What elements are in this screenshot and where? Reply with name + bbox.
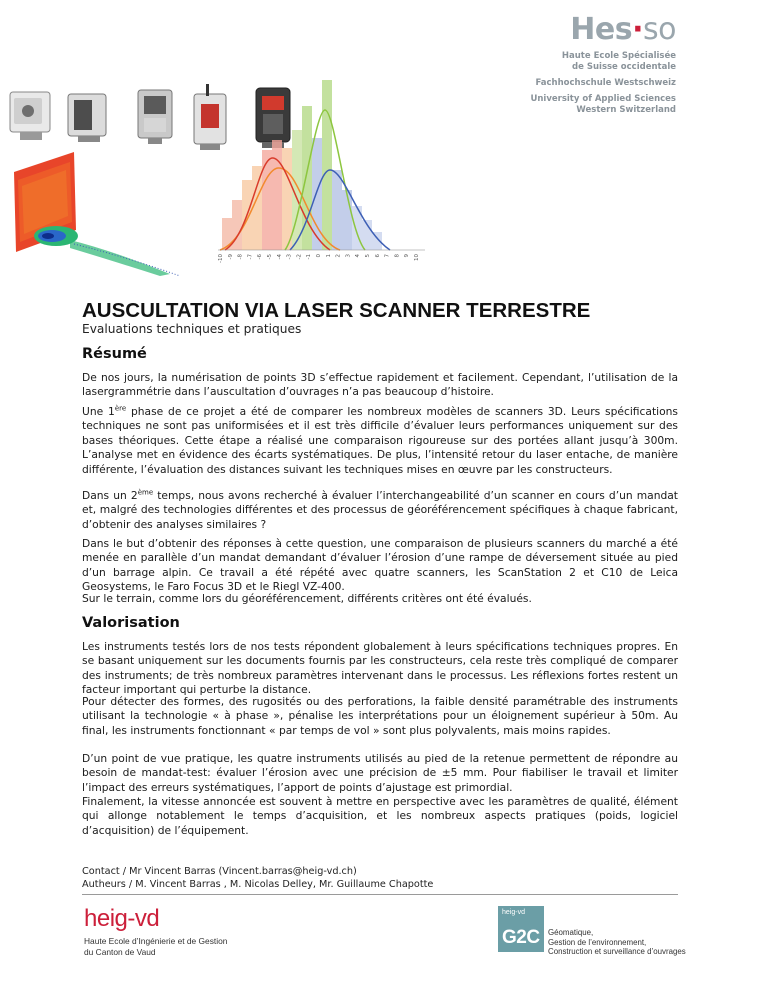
g2c-logo-mark: G2C <box>502 927 540 948</box>
scanner-2-image <box>68 94 106 142</box>
hes-line-de: Fachhochschule Westschweiz <box>535 78 676 88</box>
resume-p2-text-a: Une 1 <box>82 405 115 418</box>
resume-heading: Résumé <box>82 346 147 362</box>
resume-p2-superscript: ère <box>114 404 127 413</box>
scanner-1-image <box>10 92 50 140</box>
g2c-line-3: Construction et surveillance d’ouvrages <box>548 947 686 956</box>
axis-tick-label: 8 <box>394 254 401 258</box>
valorisation-paragraph-1: Les instruments testés lors de nos tests répondent globalement à leurs spécifications techniques propres. En se basant uniquement sur les documents fournis par les constructeurs, cela reste très compliqué de comparer des instruments; de très nombreux paramètres intervenant dans le processus. Les réflexions fortes restent un facteur important qui perturbe la distance. <box>82 640 678 697</box>
g2c-logo-small-text: heig-vd <box>502 909 525 916</box>
heig-vd-line-1: Haute Ecole d’Ingénierie et de Gestion <box>84 936 228 946</box>
resume-p3-superscript: ème <box>137 488 154 497</box>
histogram-axis-ticks <box>218 253 420 262</box>
hes-so-wordmark <box>530 14 676 46</box>
resume-p3-text-a: Dans un 2 <box>82 489 138 502</box>
point-cloud-image <box>14 152 180 276</box>
g2c-logo <box>498 906 544 952</box>
footer-divider <box>82 894 678 895</box>
authors-line: Autheurs / M. Vincent Barras , M. Nicolas Delley, Mr. Guillaume Chapotte <box>82 879 434 890</box>
histogram-image <box>218 80 425 250</box>
resume-paragraph-3 <box>82 489 678 532</box>
scanner-3-image <box>138 90 172 144</box>
header-illustration <box>0 80 440 280</box>
hes-wordmark-suffix: so <box>643 12 676 47</box>
resume-paragraph-4: Dans le but d’obtenir des réponses à cette question, une comparaison de plusieurs scanners du marché a été menée en parallèle d’un mandat demandant d’évaluer l’érosion d’une rampe de déversement située au pied d’un barrage alpin. Ce travail a été répété avec quatre scanners, les ScanStation 2 et C10 de Leica Geosystems, le Faro Focus 3D et le Riegl VZ-400. <box>82 537 678 594</box>
document-subtitle: Evaluations techniques et pratiques <box>82 322 302 336</box>
hes-line-en-1: University of Applied Sciences <box>530 94 676 104</box>
hes-line-fr-2: de Suisse occidentale <box>572 62 676 72</box>
document-title: AUSCULTATION VIA LASER SCANNER TERRESTRE <box>82 299 591 322</box>
valorisation-paragraph-2: Pour détecter des formes, des rugosités ou des perforations, la faible densité paramétrable des instruments utilisant la technologie « à phase », pénalise les interprétations pour un éloignement supérieur à 50m. Au final, les instruments fonctionnant « par temps de vol » sont plus polyvalents, mais moins rapides. <box>82 695 678 737</box>
axis-tick-label: -10 <box>218 254 224 263</box>
resume-p3-text-b: temps, nous avons recherché à évaluer l’interchangeabilité d’un scanner en cours d’un mandat et, malgré des technologies différentes et des processus de géoréférencement spécifiques à chaque fabricant, d’obtenir des analyses similaires ? <box>82 489 678 531</box>
axis-tick-label: 5 <box>365 254 371 258</box>
axis-tick-label: 10 <box>414 254 420 261</box>
resume-paragraph-5: Sur le terrain, comme lors du géoréférencement, différents critères ont été évalués. <box>82 592 532 605</box>
axis-tick-label: 3 <box>345 254 352 258</box>
hes-line-en-2: Western Switzerland <box>576 105 676 115</box>
contact-line: Contact / Mr Vincent Barras (Vincent.barras@heig-vd.ch) <box>82 866 357 877</box>
hes-so-logo <box>530 14 676 116</box>
axis-tick-label: -1 <box>306 254 313 260</box>
axis-tick-label: 2 <box>335 254 342 258</box>
axis-tick-label: -7 <box>247 254 254 260</box>
axis-tick-label: -6 <box>257 254 264 260</box>
hes-wordmark-dot: · <box>632 12 644 47</box>
hes-line-fr-1: Haute Ecole Spécialisée <box>561 51 676 61</box>
axis-tick-label: -9 <box>227 254 234 260</box>
resume-paragraph-1: De nos jours, la numérisation de points 3D s’effectue rapidement et facilement. Cependant, l’utilisation de la lasergrammétrie dans l’auscultation d’ouvrages n’a pas beaucoup d’histoire. <box>82 371 678 399</box>
hes-wordmark-main: Hes <box>570 12 633 47</box>
axis-tick-label: -4 <box>276 254 283 260</box>
valorisation-heading: Valorisation <box>82 615 180 631</box>
heig-vd-logo <box>84 906 227 957</box>
g2c-line-2: Gestion de l’environnement, <box>548 937 647 947</box>
axis-tick-label: 7 <box>384 254 391 258</box>
axis-tick-label: -3 <box>286 254 293 260</box>
valorisation-paragraph-4: Finalement, la vitesse annoncée est souvent à mettre en perspective avec les paramètres de qualité, élément qui allonge notablement le temps d’acquisition, et les nombreux aspects pratiques (poids, logiciel d’acquisition) de l’équipement. <box>82 795 678 837</box>
g2c-description <box>548 928 686 957</box>
resume-p2-text-b: phase de ce projet a été de comparer les nombreux modèles de scanners 3D. Leurs spécifications techniques ne sont pas uniformisées et il est très difficile d’évaluer leurs performances uniquement sur des bases théoriques. Cette étape a réalisé une comparaison rigoureuse sur des portées allant jusqu’à 300m. L’analyse met en évidence des écarts systématiques. De plus, l’intensité retour du laser entache, de manière différente, l’évaluation des distances suivant les techniques mises en œuvre par les constructeurs. <box>82 405 678 476</box>
axis-tick-label: -2 <box>296 254 303 260</box>
scanner-5-image <box>256 88 290 148</box>
axis-tick-label: 0 <box>316 254 322 258</box>
axis-tick-label: 1 <box>325 254 332 258</box>
scanner-4-image <box>194 84 226 150</box>
g2c-line-1: Géomatique, <box>548 928 594 937</box>
resume-paragraph-2 <box>82 405 678 477</box>
axis-tick-label: -8 <box>237 254 244 260</box>
axis-tick-label: 9 <box>404 254 411 258</box>
axis-tick-label: 4 <box>355 254 362 258</box>
heig-vd-wordmark: heig-vd <box>84 905 160 932</box>
heig-vd-line-2: du Canton de Vaud <box>84 946 156 957</box>
axis-tick-label: 6 <box>374 254 381 258</box>
valorisation-paragraph-3: D’un point de vue pratique, les quatre instruments utilisés au pied de la retenue permettent de répondre au besoin de mandat-test: évaluer l’érosion avec une précision de ±5 mm. Pour fiabiliser le travail et limiter l’impact des erreurs systématiques, l’apport de points d’ajustage est primordial. <box>82 752 678 794</box>
axis-tick-label: -5 <box>267 254 273 260</box>
